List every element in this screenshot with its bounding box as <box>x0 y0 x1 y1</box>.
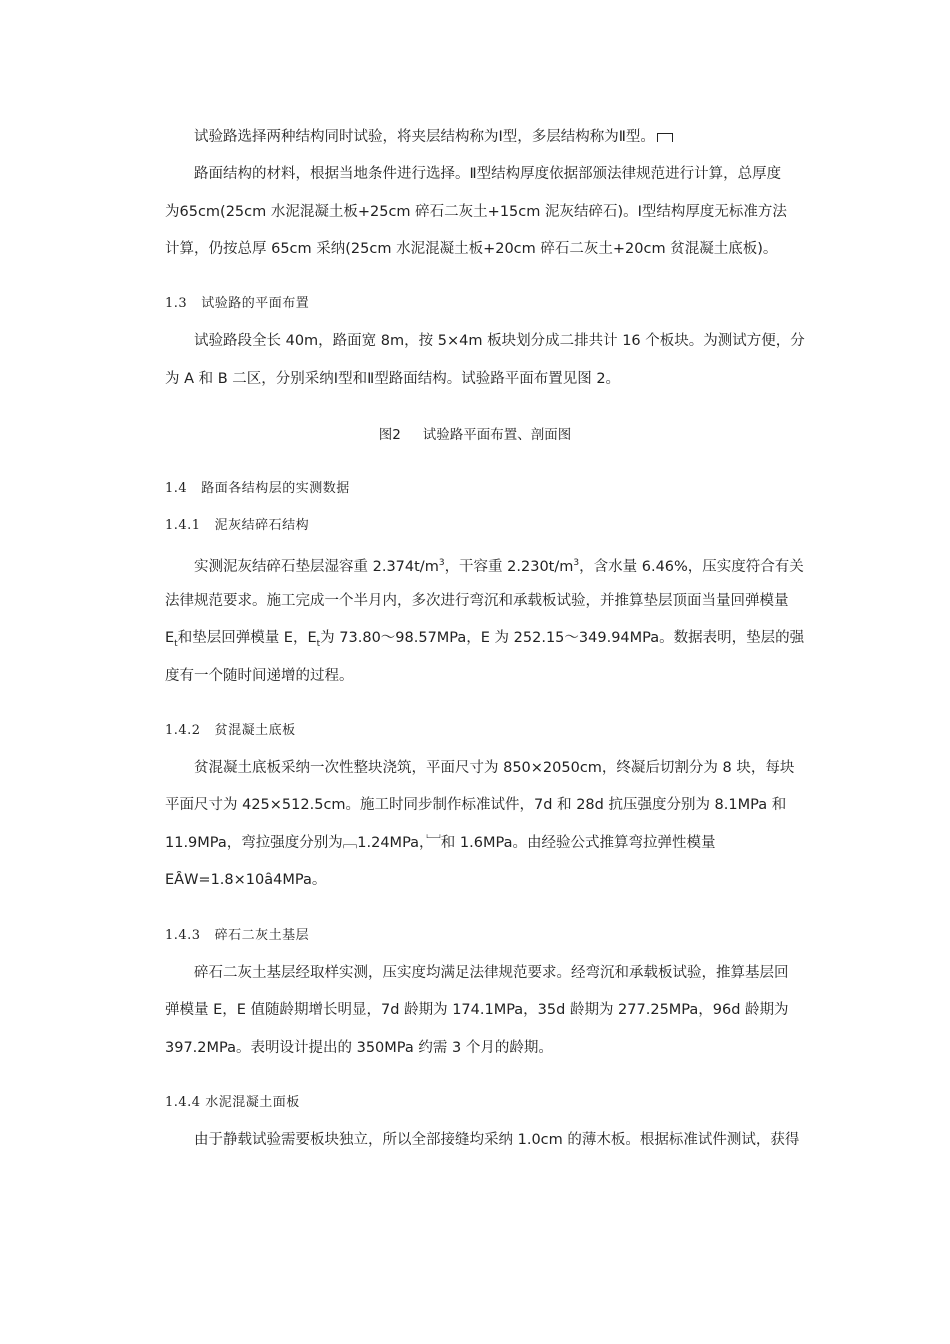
paragraph-gravel-line-3 <box>165 628 805 654</box>
section-heading-1-4-4: 1.4.4 水泥混凝土面板 <box>165 1095 300 1110</box>
figure-title: 试验路平面布置、剖面图 <box>422 427 572 443</box>
superscript: 3 <box>438 558 445 568</box>
text-segment: ，含水量 6.46%，压实度符合有关 <box>579 558 804 575</box>
section-title: 贫混凝土底板 <box>214 723 296 738</box>
section-number: 1.4.3 <box>165 928 201 943</box>
paragraph-lean-concrete-line-4: EȂW=1.8×10ȃ4MPa。 <box>165 872 327 888</box>
figure-number: 图2 <box>378 427 401 443</box>
text-segment: E <box>165 630 175 646</box>
paragraph-lean-concrete-line-3: 11.9MPa，弯拉强度分别为﹇1.24MPa，﹈和 1.6MPa。由经验公式推算弯拉弹性模量 <box>165 835 716 851</box>
section-heading-1-4 <box>165 479 350 499</box>
paragraph-layout-line-1: 试验路段全长 40m，路面宽 8m，按 5×4m 板块划分成二排共计 16 个板块。为测试方便，分 <box>194 333 805 349</box>
subscript: t <box>316 638 321 649</box>
paragraph-materials-line-2: 为65cm(25cm 水泥混凝土板+25cm 碎石二灰土+15cm 泥灰结碎石)。Ⅰ型结构厚度无标准方法 <box>165 204 787 220</box>
paragraph-base-layer-line-3: 397.2MPa。表明设计提出的 350MPa 约需 3 个月的龄期。 <box>165 1040 553 1056</box>
small-bracket-mark-icon <box>657 133 673 142</box>
paragraph-layout-line-2: 为 A 和 B 二区，分别采纳Ⅰ型和Ⅱ型路面结构。试验路平面布置见图 2。 <box>165 371 621 387</box>
text-segment: 实测泥灰结碎石垫层湿容重 2.374t/m <box>194 558 439 575</box>
text-segment: ，干容重 2.230t/m <box>444 558 574 575</box>
paragraph-text: 试验路选择两种结构同时试验，将夹层结构称为Ⅰ型，多层结构称为Ⅱ型。 <box>194 129 655 145</box>
paragraph-structure-types <box>194 127 804 147</box>
paragraph-gravel-line-1 <box>194 553 804 577</box>
paragraph-gravel-line-2: 法律规范要求。施工完成一个半月内，多次进行弯沉和承载板试验，并推算垫层顶面当量回弹模量 <box>165 593 789 609</box>
section-title: 路面各结构层的实测数据 <box>201 481 350 496</box>
superscript: 3 <box>573 558 580 568</box>
text-segment: 为 73.80～98.57MPa，E 为 252.15～349.94MPa。数据表明，垫层的强 <box>320 630 805 646</box>
section-number: 1.4 <box>165 481 188 496</box>
paragraph-materials-line-1: 路面结构的材料，根据当地条件进行选择。Ⅱ型结构厚度依据部颁法律规范进行计算，总厚度 <box>194 166 782 182</box>
section-title: 碎石二灰土基层 <box>214 928 310 943</box>
paragraph-lean-concrete-line-1: 贫混凝土底板采纳一次性整块浇筑，平面尺寸为 850×2050cm，终凝后切割分为 8 块，每块 <box>194 760 795 776</box>
section-number: 1.4.1 <box>165 518 201 533</box>
section-heading-1-4-2 <box>165 721 296 741</box>
section-number: 1.3 <box>165 296 188 311</box>
section-number: 1.4.2 <box>165 723 201 738</box>
subscript: t <box>174 638 178 649</box>
section-title: 试验路的平面布置 <box>201 296 310 311</box>
section-heading-1-4-1 <box>165 516 309 536</box>
section-heading-1-3 <box>165 294 309 314</box>
section-heading-1-4-3 <box>165 926 309 946</box>
text-segment: 和垫层回弹模量 E，E <box>177 630 317 646</box>
paragraph-base-layer-line-1: 碎石二灰土基层经取样实测，压实度均满足法律规范要求。经弯沉和承载板试验，推算基层回 <box>194 965 789 981</box>
section-title: 泥灰结碎石结构 <box>214 518 310 533</box>
figure-caption <box>0 425 950 445</box>
paragraph-cement-slab-line-1: 由于静载试验需要板块独立，所以全部接缝均采纳 1.0cm 的薄木板。根据标准试件测试，获得 <box>194 1132 800 1148</box>
paragraph-lean-concrete-line-2: 平面尺寸为 425×512.5cm。施工时同步制作标准试件，7d 和 28d 抗压强度分别为 8.1MPa 和 <box>165 797 787 813</box>
paragraph-materials-line-3: 计算，仍按总厚 65cm 采纳(25cm 水泥混凝土板+20cm 碎石二灰土+20cm 贫混凝土底板)。 <box>165 241 778 257</box>
paragraph-base-layer-line-2: 弹模量 E，E 值随龄期增长明显，7d 龄期为 174.1MPa，35d 龄期为 277.25MPa，96d 龄期为 <box>165 1002 789 1018</box>
paragraph-gravel-line-4: 度有一个随时间递增的过程。 <box>165 668 354 684</box>
